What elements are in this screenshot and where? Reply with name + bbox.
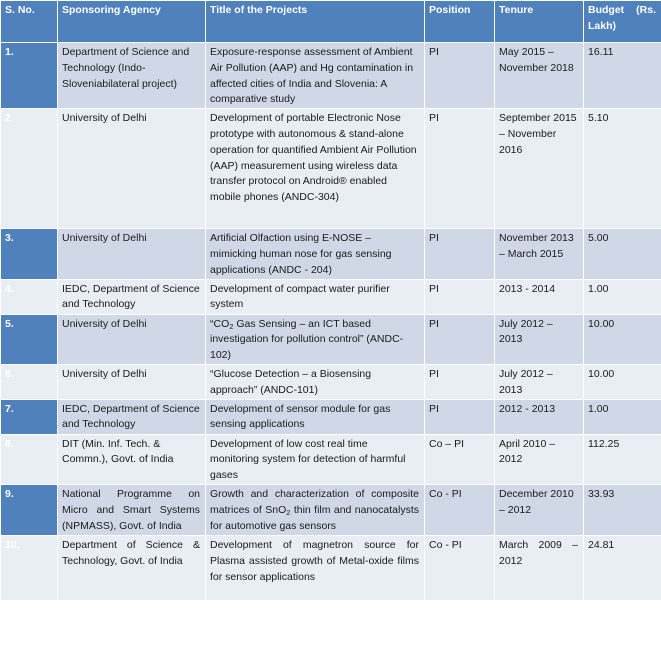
- cell-tenure: March 2009 – 2012: [495, 535, 584, 600]
- header-sno: S. No.: [1, 1, 58, 43]
- cell-title: “Glucose Detection – a Biosensing approach” (ANDC-101): [206, 364, 425, 399]
- cell-agency: IEDC, Department of Science and Technology: [58, 279, 206, 314]
- cell-position: Co - PI: [425, 535, 495, 600]
- cell-title: Exposure-response assessment of Ambient Air Pollution (AAP) and Hg contamination in affected cities of India and Slovenia: A comparative study: [206, 43, 425, 109]
- cell-title: Development of low cost real time monitoring system for detection of harmful gases: [206, 434, 425, 484]
- cell-agency: University of Delhi: [58, 109, 206, 229]
- title-text: Growth and characterization of composite matrices of SnO: [210, 487, 419, 516]
- cell-tenure: 2013 - 2014: [495, 279, 584, 314]
- cell-sno: 3.: [1, 229, 58, 279]
- cell-agency: University of Delhi: [58, 314, 206, 364]
- table-row: [1, 43, 661, 109]
- cell-tenure: September 2015 – November 2016: [495, 109, 584, 229]
- header-row: [1, 1, 661, 43]
- cell-position: Co - PI: [425, 484, 495, 535]
- cell-position: PI: [425, 109, 495, 229]
- cell-tenure: July 2012 – 2013: [495, 364, 584, 399]
- cell-budget: 112.25: [584, 434, 661, 484]
- cell-title: [206, 314, 425, 364]
- cell-title: Artificial Olfaction using E-NOSE – mimicking human nose for gas sensing applications (ANDC - 204): [206, 229, 425, 279]
- cell-agency: DIT (Min. Inf. Tech. & Commn.), Govt. of India: [58, 434, 206, 484]
- header-position: Position: [425, 1, 495, 43]
- cell-sno: 4.: [1, 279, 58, 314]
- cell-sno: 10.: [1, 535, 58, 600]
- header-tenure: Tenure: [495, 1, 584, 43]
- title-text: Gas Sensing – an ICT based investigation for pollution control” (ANDC-102): [210, 317, 404, 362]
- cell-tenure: November 2013 – March 2015: [495, 229, 584, 279]
- cell-title: Development of magnetron source for Plasma assisted growth of Metal-oxide films for sensor applications: [206, 535, 425, 600]
- header-budget: Budget (Rs. Lakh): [584, 1, 661, 43]
- cell-budget: 33.93: [584, 484, 661, 535]
- subscript: 2: [229, 321, 234, 331]
- cell-tenure: 2012 - 2013: [495, 399, 584, 434]
- cell-position: PI: [425, 364, 495, 399]
- cell-title: Development of compact water purifier system: [206, 279, 425, 314]
- table-row: [1, 535, 661, 600]
- cell-position: PI: [425, 43, 495, 109]
- cell-budget: 1.00: [584, 279, 661, 314]
- cell-sno: 8.: [1, 434, 58, 484]
- table-row: [1, 484, 661, 535]
- cell-sno: 9.: [1, 484, 58, 535]
- cell-budget: 5.00: [584, 229, 661, 279]
- cell-budget: 1.00: [584, 399, 661, 434]
- cell-position: PI: [425, 229, 495, 279]
- cell-tenure: December 2010 – 2012: [495, 484, 584, 535]
- cell-agency: University of Delhi: [58, 364, 206, 399]
- cell-budget: 24.81: [584, 535, 661, 600]
- cell-sno: 5.: [1, 314, 58, 364]
- table-row: [1, 399, 661, 434]
- table-row: [1, 314, 661, 364]
- cell-agency: IEDC, Department of Science and Technology: [58, 399, 206, 434]
- cell-position: Co – PI: [425, 434, 495, 484]
- cell-agency: University of Delhi: [58, 229, 206, 279]
- subscript: 2: [286, 507, 291, 517]
- cell-sno: 6.: [1, 364, 58, 399]
- cell-sno: 2.: [1, 109, 58, 229]
- cell-budget: 5.10: [584, 109, 661, 229]
- cell-position: PI: [425, 279, 495, 314]
- cell-title: [206, 484, 425, 535]
- header-title: Title of the Projects: [206, 1, 425, 43]
- cell-agency: Department of Science & Technology, Govt. of India: [58, 535, 206, 600]
- title-text: “CO: [210, 317, 230, 330]
- cell-sno: 1.: [1, 43, 58, 109]
- header-agency: Sponsoring Agency: [58, 1, 206, 43]
- cell-agency: Department of Science and Technology (Indo-Sloveniabilateral project): [58, 43, 206, 109]
- cell-budget: 10.00: [584, 364, 661, 399]
- cell-sno: 7.: [1, 399, 58, 434]
- table-row: [1, 364, 661, 399]
- cell-position: PI: [425, 314, 495, 364]
- table-row: [1, 229, 661, 279]
- cell-tenure: May 2015 – November 2018: [495, 43, 584, 109]
- table-row: [1, 434, 661, 484]
- cell-position: PI: [425, 399, 495, 434]
- title-text: thin film and nanocatalysts for automotive gas sensors: [210, 503, 420, 532]
- cell-budget: 10.00: [584, 314, 661, 364]
- cell-title: Development of portable Electronic Nose prototype with autonomous & stand-alone operation for quantified Ambient Air Pollution (AAP) measurement using wireless data transfer protocol on Android® enabled mobile phones (ANDC-304): [206, 109, 425, 229]
- cell-title: Development of sensor module for gas sensing applications: [206, 399, 425, 434]
- cell-tenure: April 2010 – 2012: [495, 434, 584, 484]
- table-row: [1, 279, 661, 314]
- cell-agency: National Programme on Micro and Smart Systems (NPMASS), Govt. of India: [58, 484, 206, 535]
- table-row: [1, 109, 661, 229]
- cell-budget: 16.11: [584, 43, 661, 109]
- cell-tenure: July 2012 – 2013: [495, 314, 584, 364]
